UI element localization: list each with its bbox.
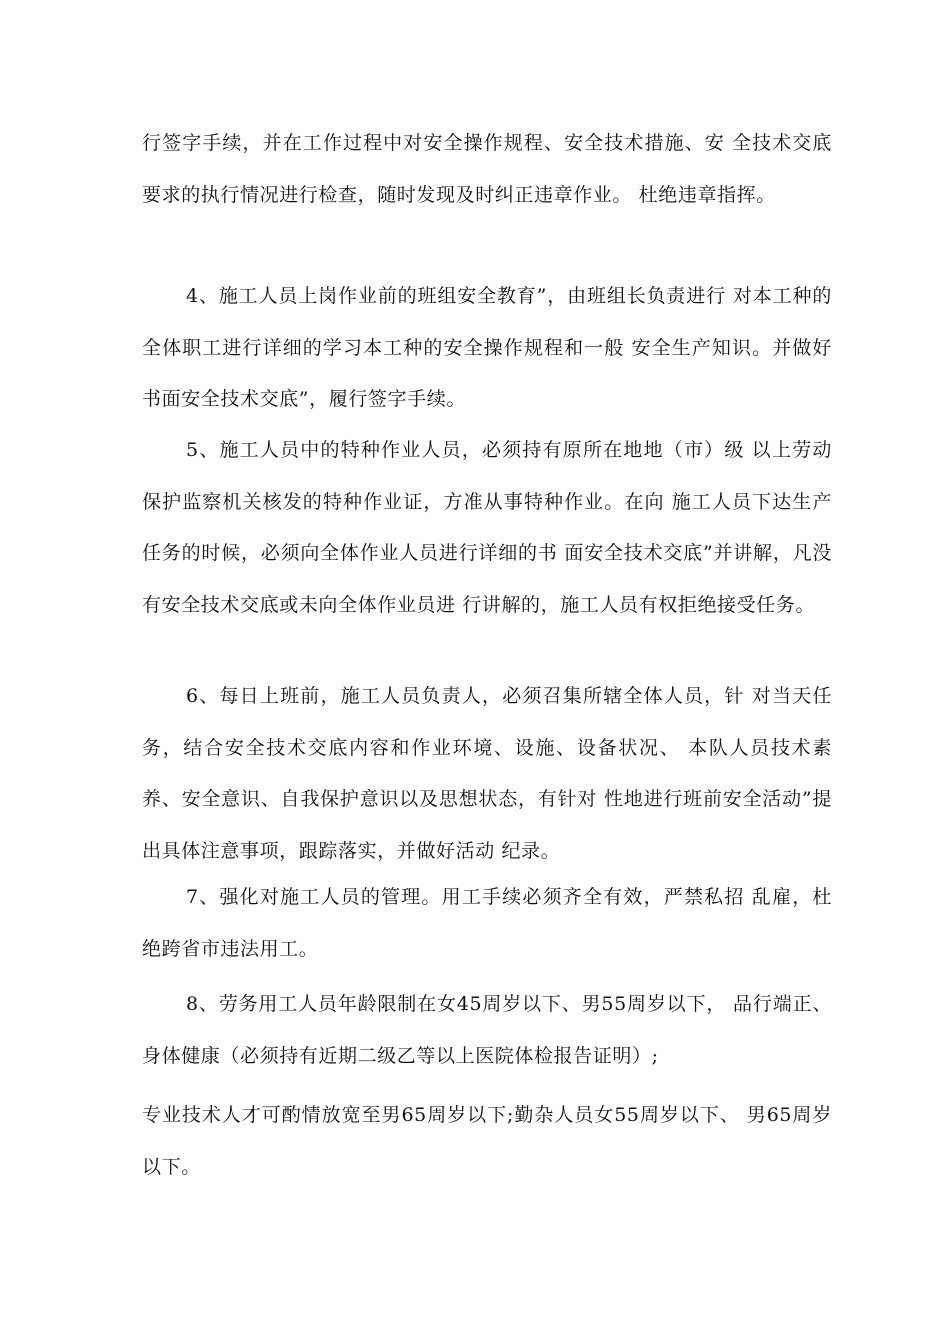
paragraph-item-5: 5、施工人员中的特种作业人员，必须持有原所在地地（市）级 以上劳动保护监察机关核发的特种作业证，方准从事特种作业。在向 施工人员下达生产任务的时候，必须向全体作业人员进行详细的书 面安全技术交底”并讲解，凡没有安全技术交底或未向全体作业员进 行讲解的，施工人员有权拒绝接受任务。	[142, 439, 832, 616]
paragraph-item-8-continued: 专业技术人才可酌情放宽至男65周岁以下;勤杂人员女55周岁以下、 男65周岁以下。	[142, 1104, 832, 1178]
paragraph-item-4: 4、施工人员上岗作业前的班组安全教育”，由班组长负责进行 对本工种的全体职工进行详细的学习本工种的安全操作规程和一般 安全生产知识。并做好书面安全技术交底”，履行签字手续。	[142, 285, 832, 410]
paragraph-item-7: 7、强化对施工人员的管理。用工手续必须齐全有效，严禁私招 乱雇，杜绝跨省市违法用工。	[142, 886, 832, 960]
paragraph-item-8: 8、劳务用工人员年龄限制在女45周岁以下、男55周岁以下， 品行端正、身体健康（必须持有近期二级乙等以上医院体检报告证明）;	[142, 993, 832, 1067]
paragraph-item-6: 6、每日上班前，施工人员负责人，必须召集所辖全体人员，针 对当天任务，结合安全技术交底内容和作业环境、设施、设备状况、 本队人员技术素养、安全意识、自我保护意识以及思想状态，有针对 性地进行班前安全活动”提出具体注意事项，跟踪落实，并做好活动 纪录。	[142, 685, 832, 862]
paragraph-continuation: 行签字手续，并在工作过程中对安全操作规程、安全技术措施、安 全技术交底要求的执行情况进行检查，随时发现及时纠正违章作业。 杜绝违章指挥。	[142, 132, 832, 206]
